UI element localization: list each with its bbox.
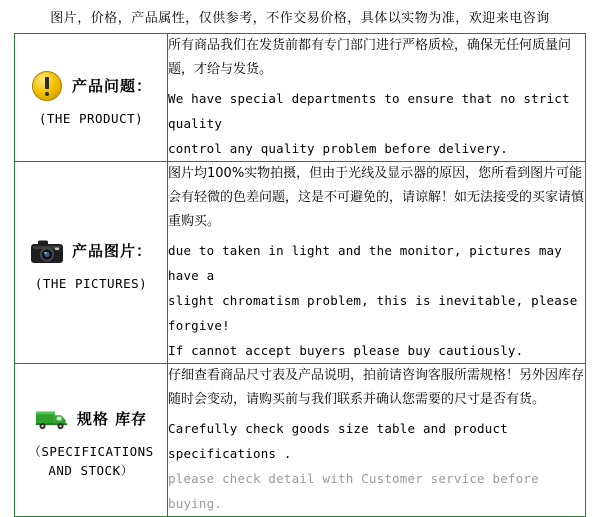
row-pictures-en-line-2: slight chromatism problem, this is inevitable, please forgive! (168, 293, 578, 333)
truck-icon (35, 402, 69, 436)
row-product-icon-title (15, 69, 167, 103)
table-row (15, 162, 586, 364)
table-row (15, 364, 586, 517)
row-spec-en-line-1: Carefully check goods size table and product specifications . (168, 421, 508, 461)
warning-exclamation-icon (30, 69, 64, 103)
table-row (15, 34, 586, 162)
camera-icon (30, 234, 64, 268)
row-spec-content-cell (168, 364, 586, 517)
row-pictures-cn-title: 产品图片： (71, 242, 152, 260)
row-product-cn-title: 产品问题： (71, 77, 152, 95)
row-product-en-title: (THE PRODUCT) (38, 110, 144, 126)
row-pictures-en-title: (THE PICTURES) (34, 275, 148, 291)
info-table (14, 33, 586, 517)
row-pictures-en-line-3: If cannot accept buyers please buy cautiously. (168, 343, 524, 358)
row-pictures-en-line-1: due to taken in light and the monitor, pictures may have a (168, 243, 563, 283)
row-pictures-content-cell (168, 162, 586, 364)
row-product-label-cell (15, 34, 168, 162)
row-pictures-icon-title (15, 234, 167, 268)
row-spec-cn-text: 仔细查看商品尺寸表及产品说明，拍前请咨询客服所需规格！另外因库存随时会变动，请购买前与我们联系并确认您需要的尺寸是否有货。 (168, 368, 585, 407)
row-spec-en-title-line-1: （SPECIFICATIONS (28, 443, 154, 459)
top-notice-text: 图片，价格，产品属性，仅供参考，不作交易价格，具体以实物为准，欢迎来电咨询 (50, 10, 550, 25)
row-spec-icon-title (15, 402, 167, 436)
row-product-content-cell (168, 34, 586, 162)
row-spec-en-line-2: please check detail with Customer service before buying. (168, 471, 539, 511)
row-pictures-label-cell (15, 162, 168, 364)
row-pictures-cn-text: 图片均100%实物拍摄，但由于光线及显示器的原因，您所看到图片可能会有轻微的色差问题，这是不可避免的，请谅解！如无法接受的买家请慎重购买。 (168, 166, 585, 229)
row-product-en-line-1: We have special departments to ensure that no strict quality (168, 91, 570, 131)
row-spec-en-title-line-2: AND STOCK） (48, 462, 134, 478)
row-spec-cn-title: 规格 库存 (76, 410, 148, 428)
row-product-en-line-2: control any quality problem before delivery. (168, 141, 508, 156)
row-spec-label-cell (15, 364, 168, 517)
row-product-cn-text: 所有商品我们在发货前都有专门部门进行严格质检，确保无任何质量问题，才给与发货。 (168, 38, 572, 77)
